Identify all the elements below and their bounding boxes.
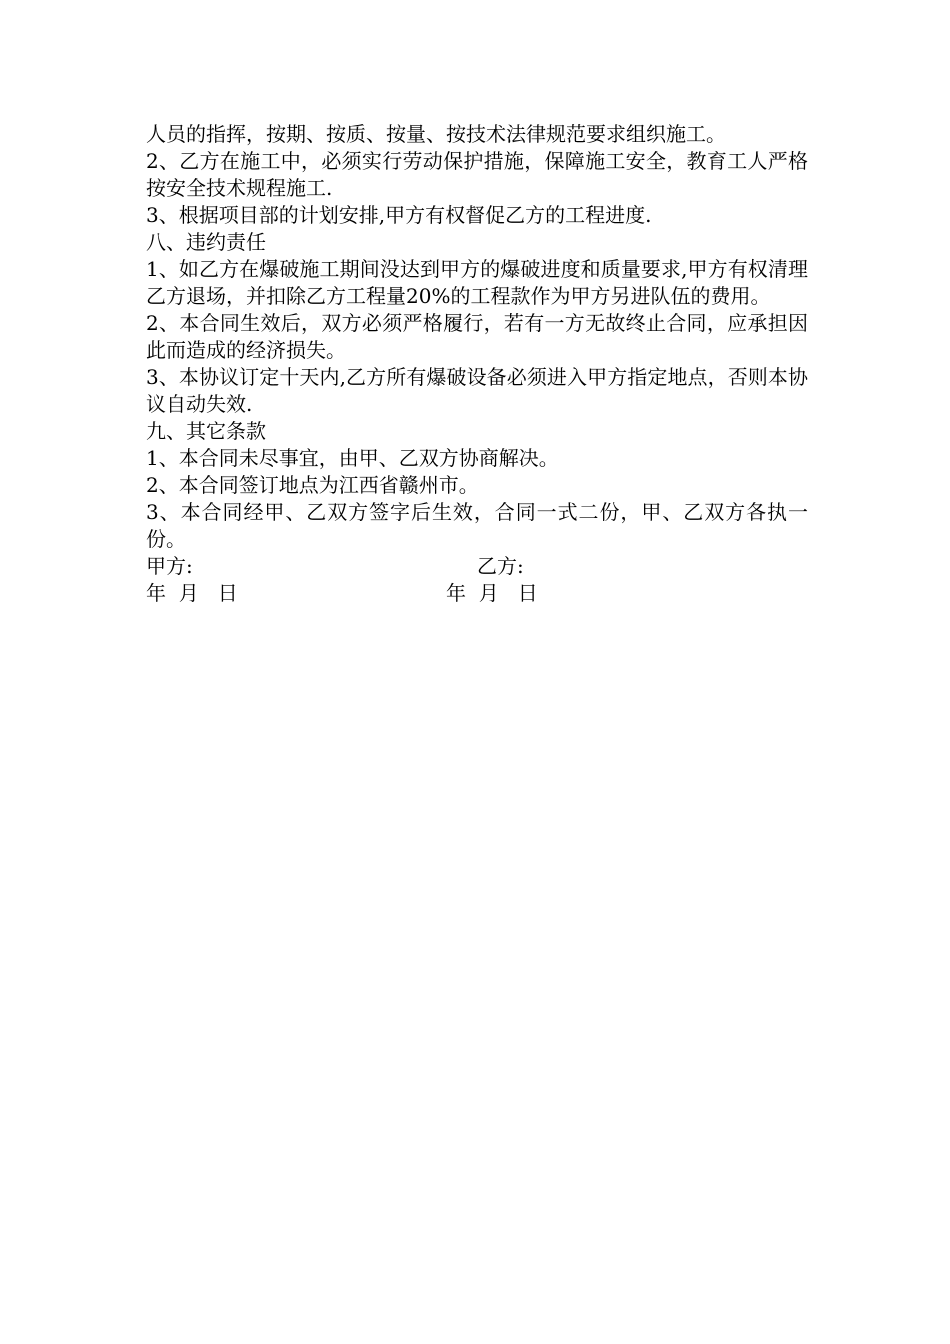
signature-date-row (146, 580, 808, 607)
paragraph-construction-command: 人员的指挥，按期、按质、按量、按技术法律规范要求组织施工。 (146, 122, 726, 146)
paragraph-breach-clause-1: 1、如乙方在爆破施工期间没达到甲方的爆破进度和质量要求,甲方有权清理乙方退场，并扣除乙方工程量20%的工程款作为甲方另进队伍的费用。 (146, 257, 808, 308)
party-b-date: 年 月 日 (446, 581, 538, 605)
paragraph-progress-supervision: 3、根据项目部的计划安排,甲方有权督促乙方的工程进度. (146, 203, 652, 227)
party-b-label: 乙方: (477, 554, 524, 578)
paragraph-other-terms-1: 1、本合同未尽事宜，由甲、乙双方协商解决。 (146, 446, 559, 470)
document-body (146, 121, 808, 607)
section-heading-breach-liability: 八、违约责任 (146, 230, 266, 254)
paragraph-breach-clause-3: 3、本协议订定十天内,乙方所有爆破设备必须进入甲方指定地点，否则本协议自动失效. (146, 365, 808, 416)
paragraph-other-terms-3: 3、本合同经甲、乙双方签字后生效，合同一式二份，甲、乙双方各执一份。 (146, 500, 808, 551)
paragraph-other-terms-2: 2、本合同签订地点为江西省赣州市。 (146, 473, 479, 497)
section-heading-other-terms: 九、其它条款 (146, 419, 266, 443)
paragraph-breach-clause-2: 2、本合同生效后，双方必须严格履行，若有一方无故终止合同，应承担因此而造成的经济损失。 (146, 311, 808, 362)
party-a-label: 甲方: (146, 554, 193, 578)
signature-party-row (146, 553, 808, 580)
party-a-date: 年 月 日 (146, 581, 238, 605)
paragraph-labor-protection: 2、乙方在施工中，必须实行劳动保护措施，保障施工安全，教育工人严格按安全技术规程施工. (146, 149, 808, 200)
